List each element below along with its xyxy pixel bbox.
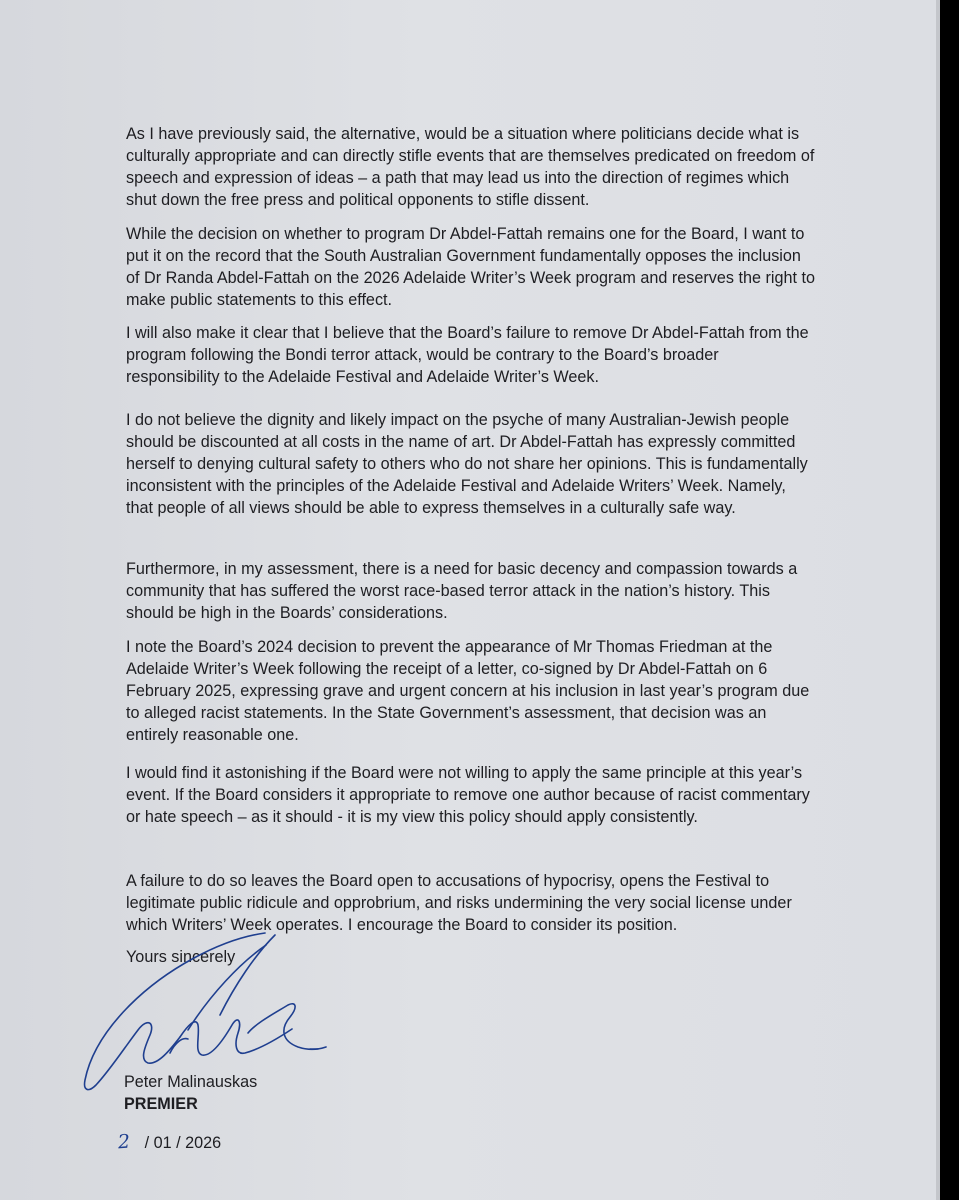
date-line: [118, 1131, 221, 1155]
paragraph-2: While the decision on whether to program Dr Abdel-Fattah remains one for the Board, I want to put it on the record that the South Australian Government fundamentally opposes the inclusion of Dr Randa Abdel-Fattah on the 2026 Adelaide Writer’s Week program and reserves the right to make public statements to this effect.: [126, 225, 815, 309]
date-month-year: / 01 / 2026: [144, 1134, 222, 1152]
page-edge: [936, 0, 940, 1200]
handwritten-date-day: 2: [117, 1130, 131, 1154]
signatory-name: Peter Malinauskas: [124, 1073, 258, 1091]
paragraph-3: I will also make it clear that I believe that the Board’s failure to remove Dr Abdel-Fattah from the program following the Bondi terror attack, would be contrary to the Board’s broader responsibility to the Adelaide Festival and Adelaide Writer’s Week.: [126, 324, 809, 386]
paragraph-5: Furthermore, in my assessment, there is a need for basic decency and compassion towards a community that has suffered the worst race-based terror attack in the nation’s history. This should be high in the Boards’ considerations.: [126, 560, 798, 622]
paragraph-6: I note the Board’s 2024 decision to prevent the appearance of Mr Thomas Friedman at the Adelaide Writer’s Week following the receipt of a letter, co-signed by Dr Abdel-Fattah on 6 February 2025, expressing grave and urgent concern at his inclusion in last year’s program due to alleged racist statements. In the State Government’s assessment, that decision was an entirely reasonable one.: [126, 638, 810, 744]
paragraph-8: A failure to do so leaves the Board open to accusations of hypocrisy, opens the Festival to legitimate public ridicule and opprobrium, and risks undermining the very social license under which Writers’ Week operates. I encourage the Board to consider its position.: [126, 872, 792, 934]
paragraph-7: I would find it astonishing if the Board were not willing to apply the same principle at this year’s event. If the Board considers it appropriate to remove one author because of racist commentary or hate speech – as it should - it is my view this policy should apply consistently.: [126, 764, 810, 826]
paragraph-1: As I have previously said, the alternative, would be a situation where politicians decide what is culturally appropriate and can directly stifle events that are themselves predicated on freedom of speech and expression of ideas – a path that may lead us into the direction of regimes which shut down the free press and political opponents to stifle dissent.: [126, 125, 815, 209]
closing-salutation: Yours sincerely: [126, 948, 236, 966]
signatory-title: PREMIER: [124, 1095, 198, 1113]
paragraph-4: I do not believe the dignity and likely impact on the psyche of many Australian-Jewish people should be discounted at all costs in the name of art. Dr Abdel-Fattah has expressly committed herself to denying cultural safety to others who do not share her opinions. This is fundamentally inconsistent with the principles of the Adelaide Festival and Adelaide Writers’ Week. Namely, that people of all views should be able to express themselves in a culturally safe way.: [126, 411, 808, 517]
